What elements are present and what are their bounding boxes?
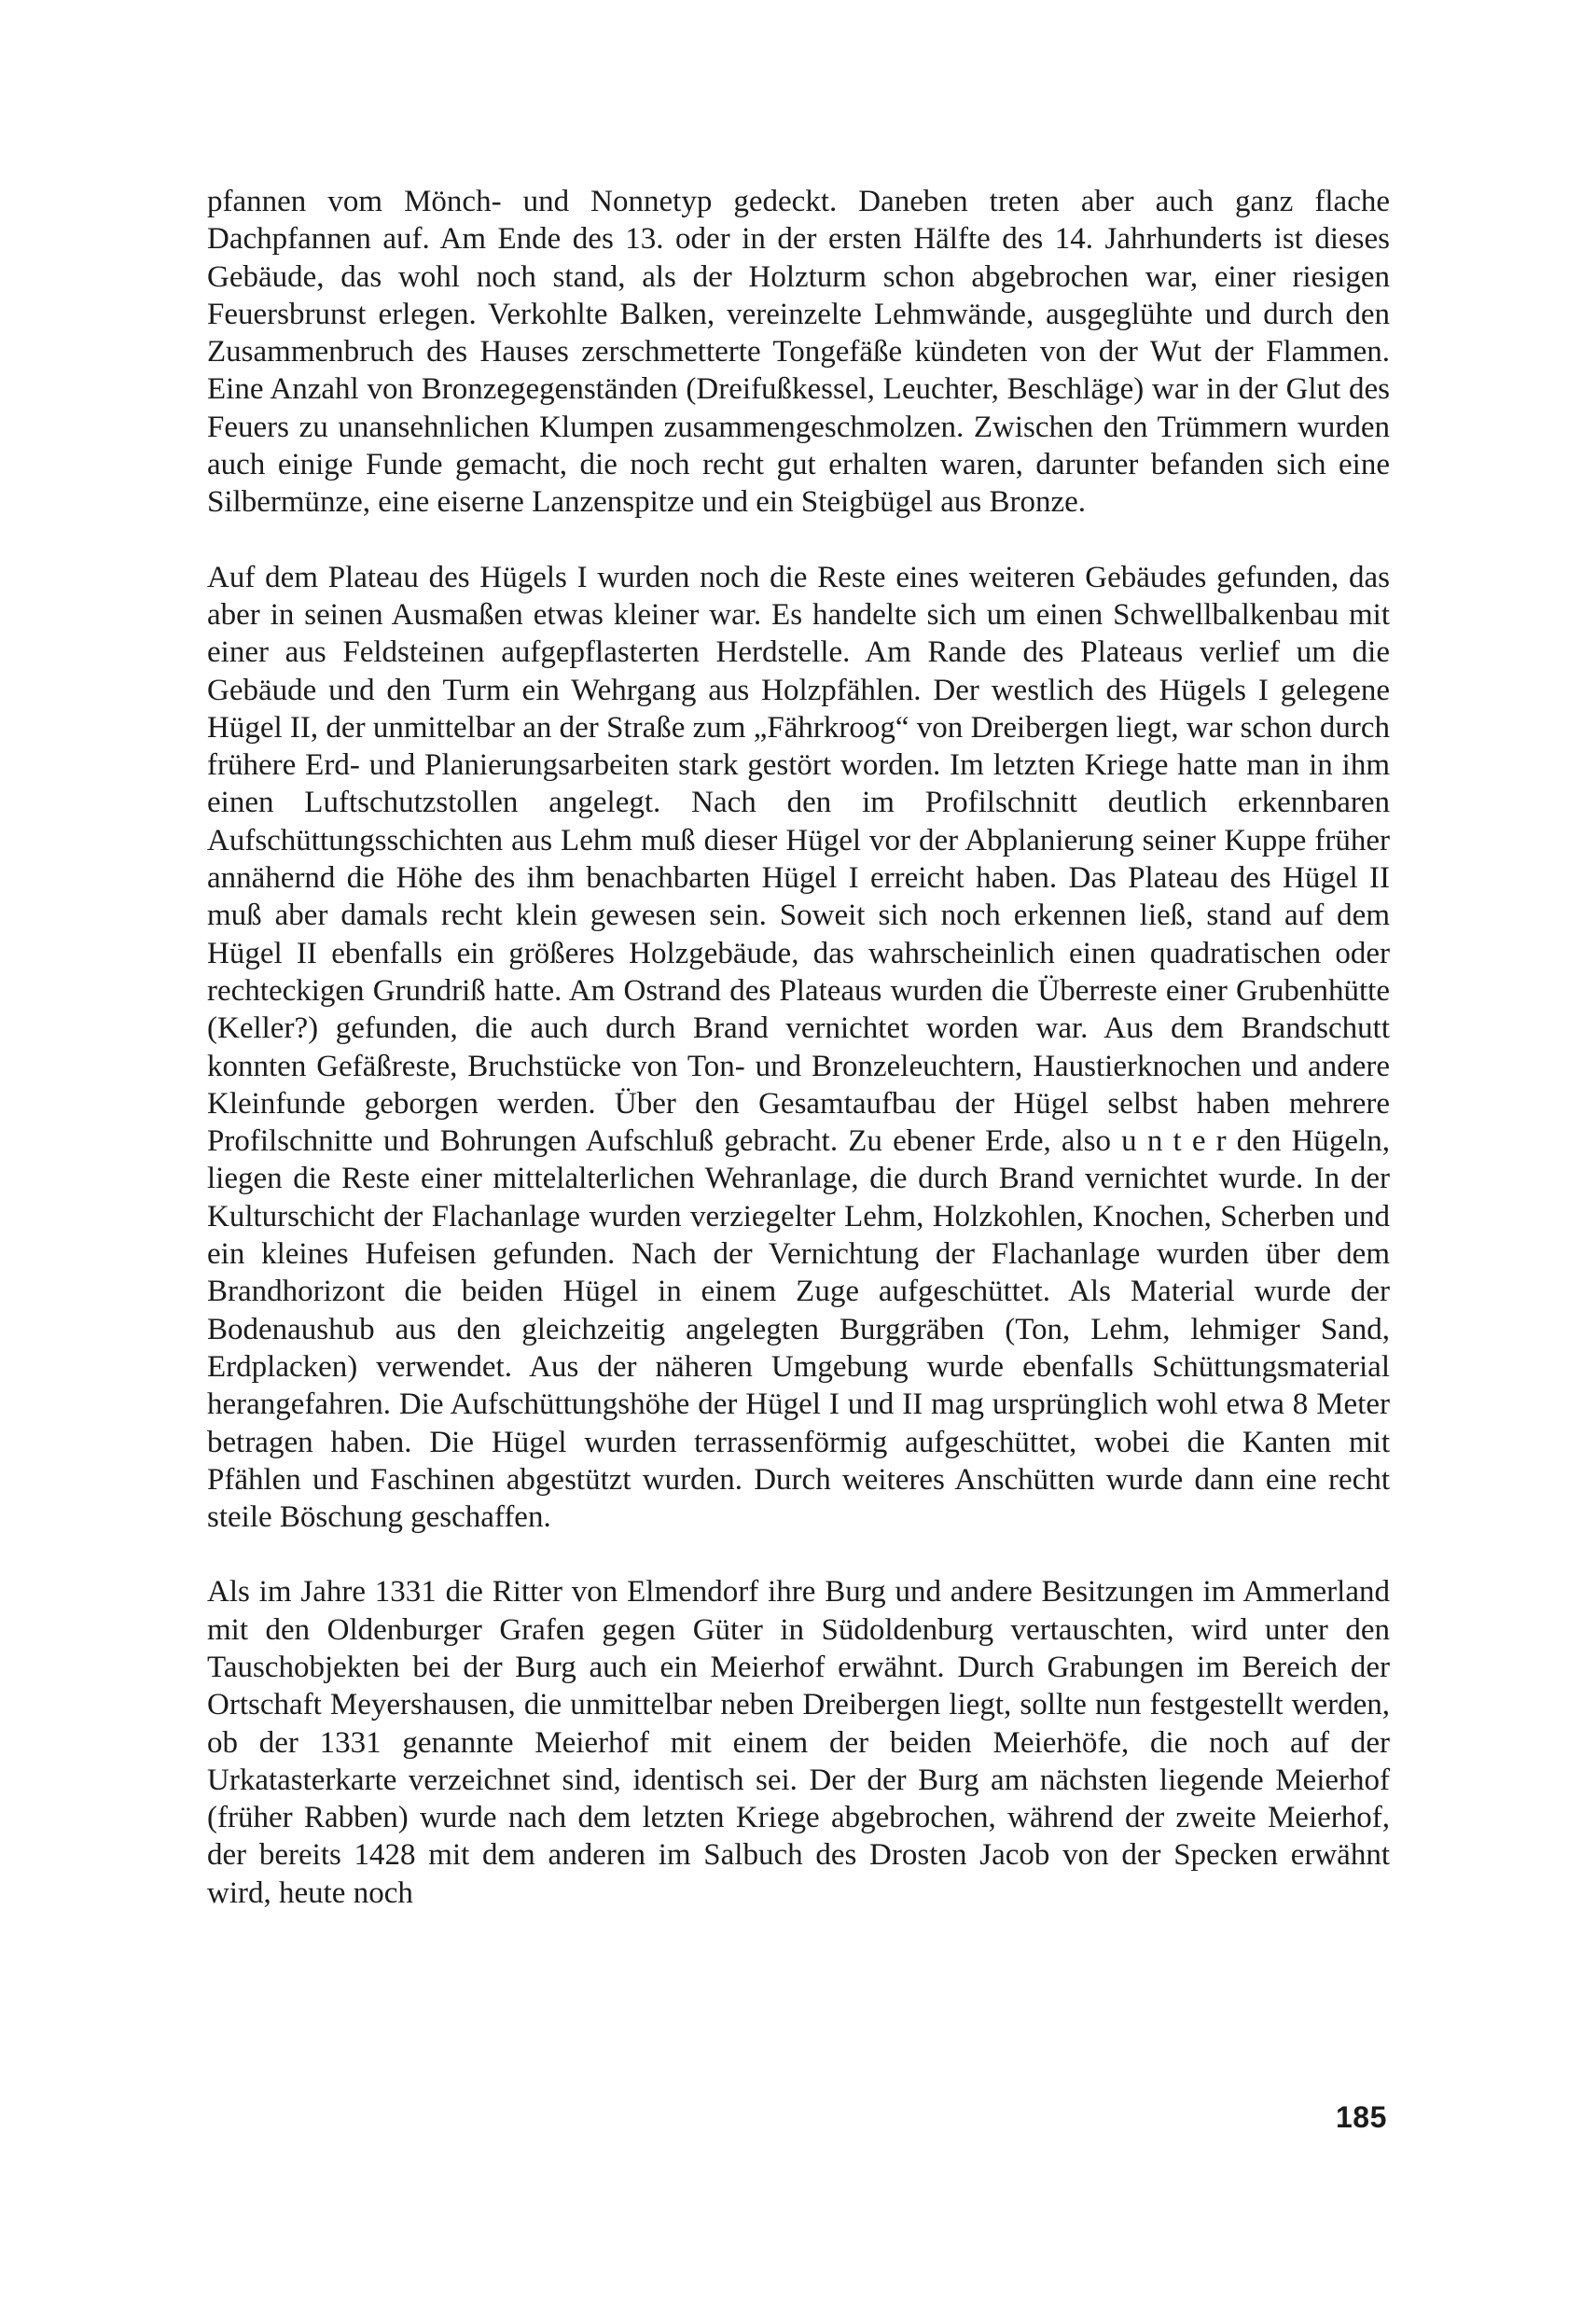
paragraph-1: pfannen vom Mönch- und Nonnetyp gedeckt. Daneben treten aber auch ganz flache Dachpfannen auf. Am Ende des 13. oder in der ersten Hälfte des 14. Jahrhunderts ist dieses Gebäude, das wohl noch stand, als der Holzturm schon abgebrochen war, einer riesigen Feuersbrunst erlegen. Verkohlte Balken, vereinzelte Lehmwände, ausgeglühte und durch den Zusammenbruch des Hauses zerschmetterte Tongefäße kündeten von der Wut der Flammen. Eine Anzahl von Bronzegegenständen (Dreifußkessel, Leuchter, Beschläge) war in der Glut des Feuers zu unansehnlichen Klumpen zusammengeschmolzen. Zwischen den Trümmern wurden auch einige Funde gemacht, die noch recht gut erhalten waren, darunter befanden sich eine Silbermünze, eine eiserne Lanzenspitze und ein Steigbügel aus Bronze.: [207, 185, 1390, 520]
paragraph-3: Als im Jahre 1331 die Ritter von Elmendorf ihre Burg und andere Besitzungen im Ammerland mit den Oldenburger Grafen gegen Güter in Südoldenburg vertauschten, wird unter den Tauschobjekten bei der Burg auch ein Meierhof erwähnt. Durch Grabungen im Bereich der Ortschaft Meyershausen, die unmittelbar neben Dreibergen liegt, sollte nun festgestellt werden, ob der 1331 genannte Meierhof mit einem der beiden Meierhöfe, die noch auf der Urkatasterkarte verzeichnet sind, identisch sei. Der der Burg am nächsten liegende Meierhof (früher Rabben) wurde nach dem letzten Kriege abgebrochen, während der zweite Meierhof, der bereits 1428 mit dem anderen im Salbuch des Drosten Jacob von der Specken erwähnt wird, heute noch: [207, 1575, 1390, 1910]
body-text: [207, 183, 1390, 1912]
paragraph-2: Auf dem Plateau des Hügels I wurden noch die Reste eines weiteren Gebäudes gefunden, das aber in seinen Ausmaßen etwas kleiner war. Es handelte sich um einen Schwellbalkenbau mit einer aus Feldsteinen aufgepflasterten Herdstelle. Am Rande des Plateaus verlief um die Gebäude und den Turm ein Wehrgang aus Holzpfählen. Der westlich des Hügels I gelegene Hügel II, der unmittelbar an der Straße zum „Fährkroog“ von Dreibergen liegt, war schon durch frühere Erd- und Planierungsarbeiten stark gestört worden. Im letzten Kriege hatte man in ihm einen Luftschutzstollen angelegt. Nach den im Profilschnitt deutlich erkennbaren Aufschüttungsschichten aus Lehm muß dieser Hügel vor der Abplanierung seiner Kuppe früher annähernd die Höhe des ihm benachbarten Hügel I erreicht haben. Das Plateau des Hügel II muß aber damals recht klein gewesen sein. Soweit sich noch erkennen ließ, stand auf dem Hügel II ebenfalls ein größeres Holzgebäude, das wahrscheinlich einen quadratischen oder rechteckigen Grundriß hatte. Am Ostrand des Plateaus wurden die Überreste einer Grubenhütte (Keller?) gefunden, die auch durch Brand vernichtet worden war. Aus dem Brandschutt konnten Gefäßreste, Bruchstücke von Ton- und Bronzeleuchtern, Haustierknochen und andere Kleinfunde geborgen werden. Über den Gesamtaufbau der Hügel selbst haben mehrere Profilschnitte und Bohrungen Aufschluß gebracht. Zu ebener Erde, also u n t e r den Hügeln, liegen die Reste einer mittelalterlichen Wehranlage, die durch Brand vernichtet wurde. In der Kulturschicht der Flachanlage wurden verziegelter Lehm, Holzkohlen, Knochen, Scherben und ein kleines Hufeisen gefunden. Nach der Vernichtung der Flachanlage wurden über dem Brandhorizont die beiden Hügel in einem Zuge aufgeschüttet. Als Material wurde der Bodenaushub aus den gleichzeitig angelegten Burggräben (Ton, Lehm, lehmiger Sand, Erdplacken) verwendet. Aus der näheren Umgebung wurde ebenfalls Schüttungsmaterial herangefahren. Die Aufschüttungshöhe der Hügel I und II mag ursprünglich wohl etwa 8 Meter betragen haben. Die Hügel wurden terrassenförmig aufgeschüttet, wobei die Kanten mit Pfählen und Faschinen abgestützt wurden. Durch weiteres Anschütten wurde dann eine recht steile Böschung geschaffen.: [207, 560, 1390, 1535]
page-number: 185: [1336, 2100, 1387, 2134]
